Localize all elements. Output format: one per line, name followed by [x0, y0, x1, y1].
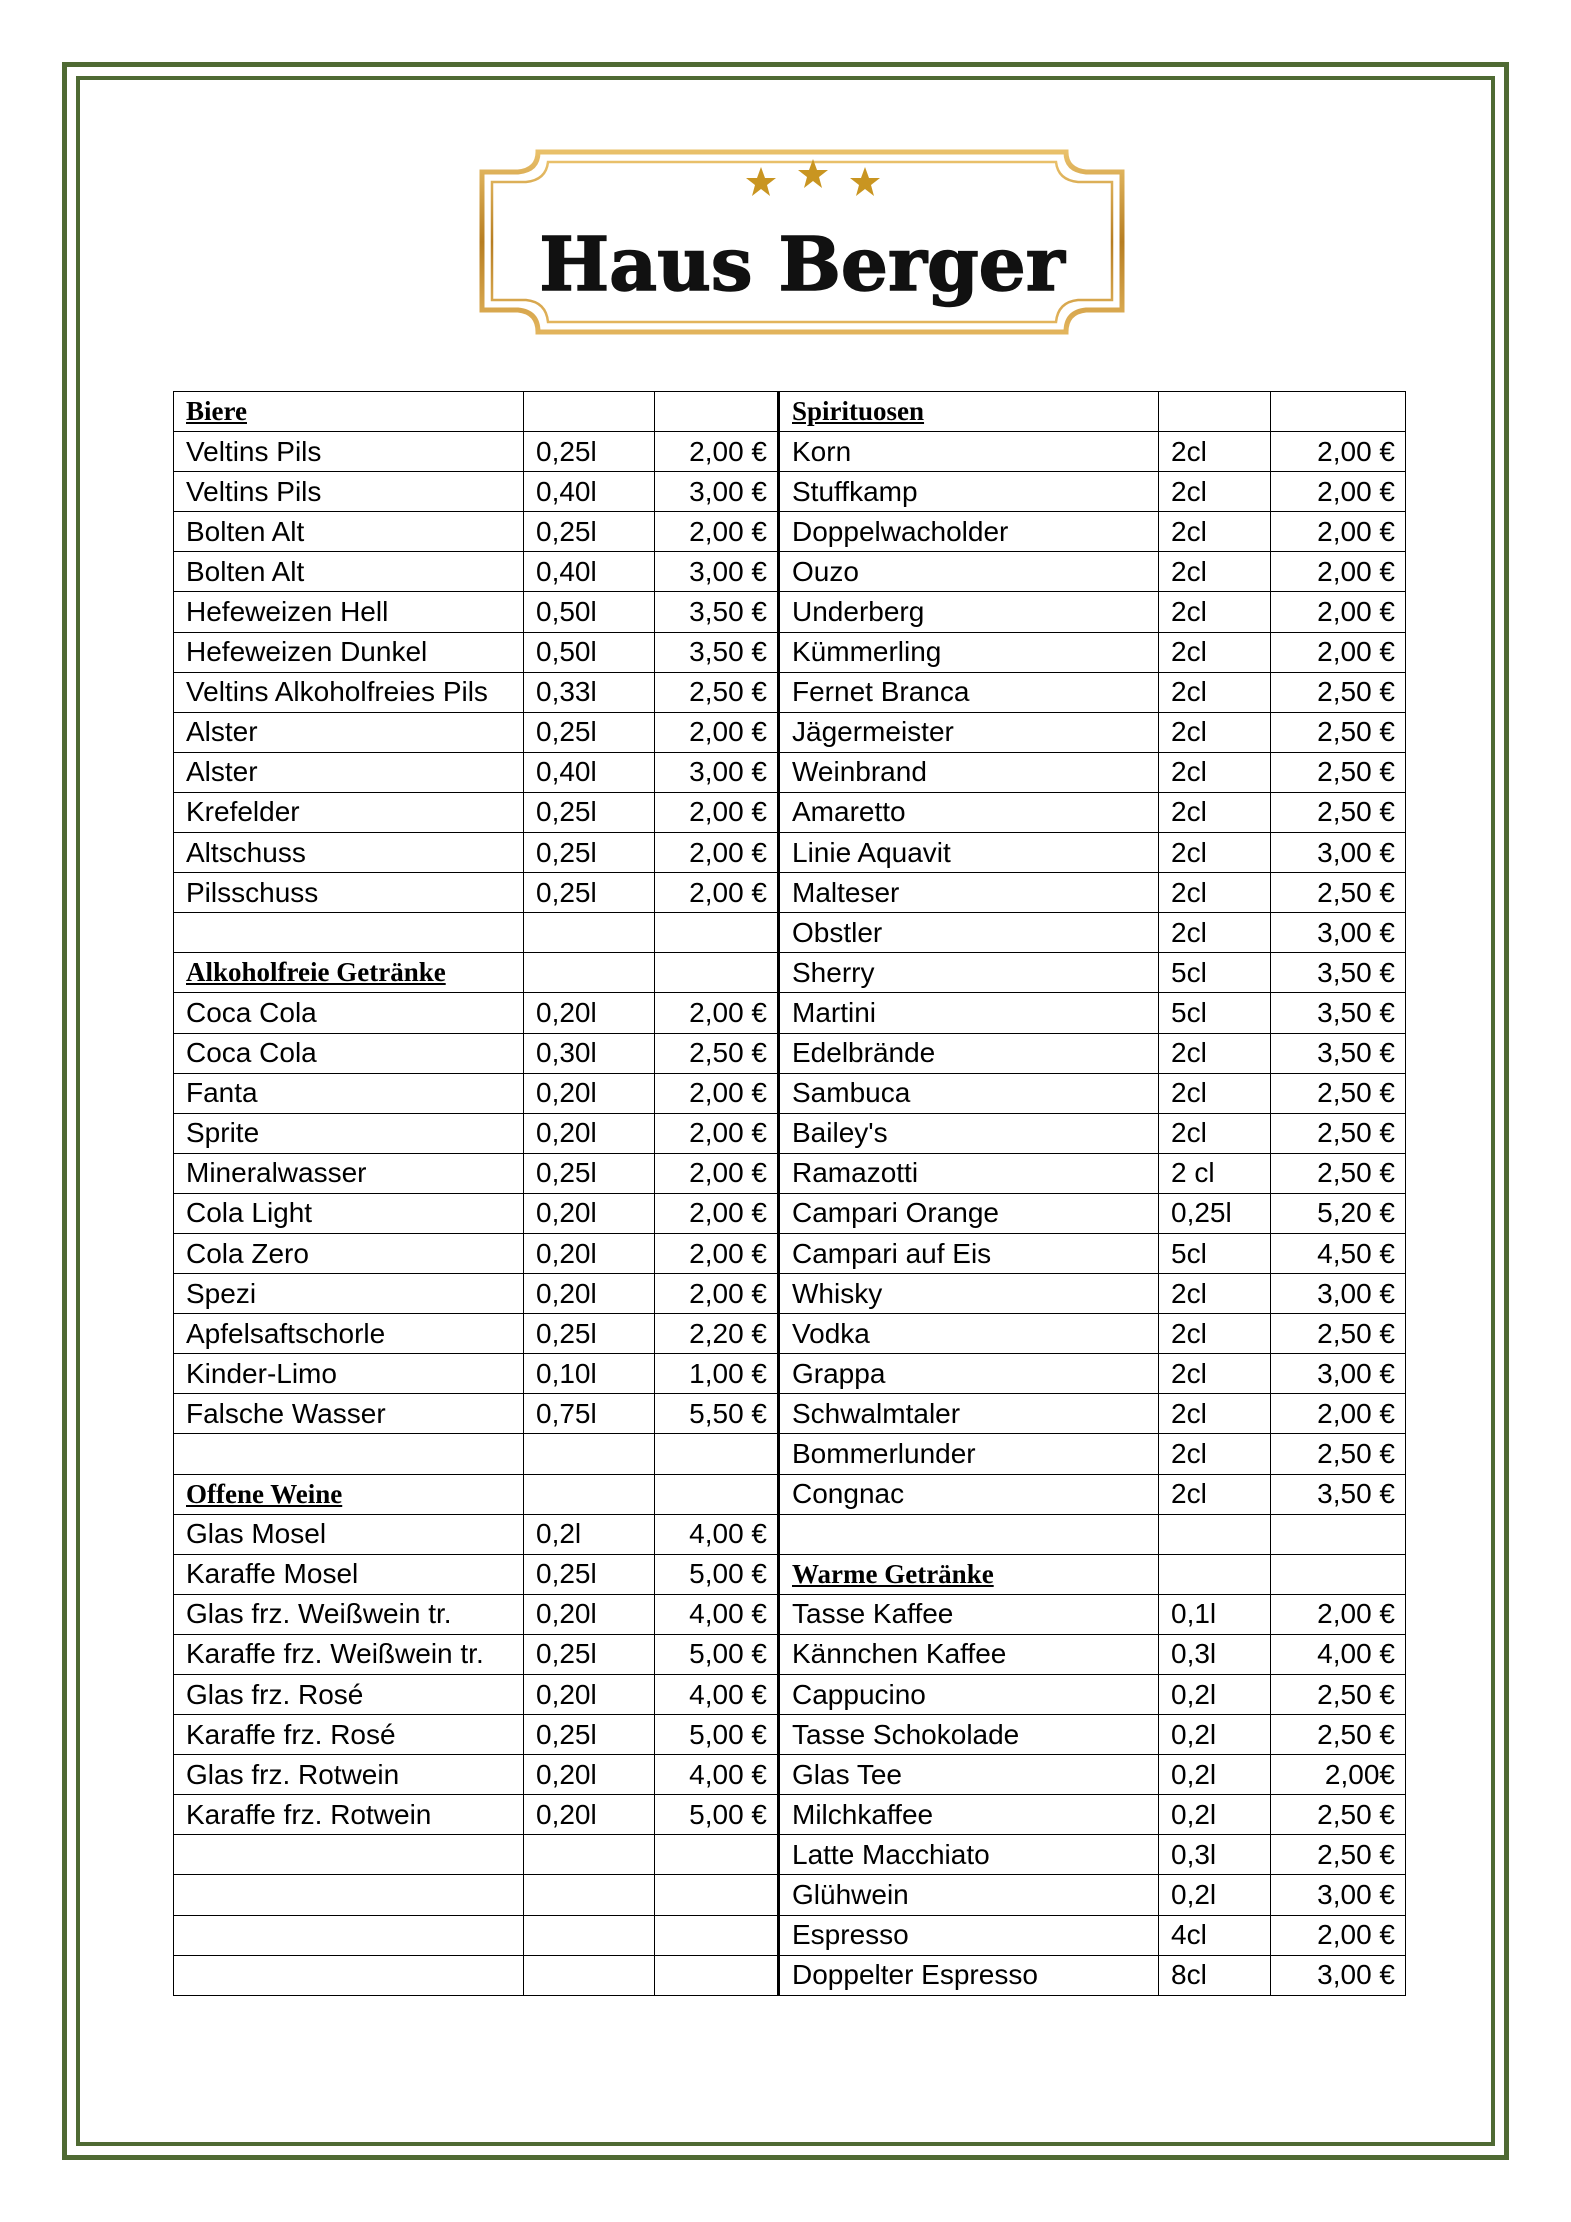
item-name: Congnac: [779, 1474, 1159, 1514]
menu-row: [174, 1955, 1406, 1995]
item-price: [655, 1434, 779, 1474]
item-size: 0,2l: [524, 1514, 655, 1554]
item-size: 0,20l: [524, 1795, 655, 1835]
item-name: Bailey's: [779, 1113, 1159, 1153]
menu-row: [174, 1434, 1406, 1474]
item-size: 0,1l: [1159, 1594, 1271, 1634]
item-name: Glas Mosel: [174, 1514, 524, 1554]
item-price: 3,50 €: [1271, 953, 1406, 993]
section-heading: Offene Weine: [174, 1474, 524, 1514]
menu-row: [174, 913, 1406, 953]
item-price: 2,50 €: [1271, 1073, 1406, 1113]
item-price: 2,50 €: [1271, 1314, 1406, 1354]
item-name: Schwalmtaler: [779, 1394, 1159, 1434]
item-price: 2,50 €: [1271, 792, 1406, 832]
item-name: Bommerlunder: [779, 1434, 1159, 1474]
item-price: 5,00 €: [655, 1715, 779, 1755]
section-heading: Spirituosen: [779, 392, 1159, 432]
item-size: 0,20l: [524, 1193, 655, 1233]
item-price: 2,00 €: [655, 833, 779, 873]
item-name: Sherry: [779, 953, 1159, 993]
item-name: Fernet Branca: [779, 672, 1159, 712]
item-size: 2cl: [1159, 873, 1271, 913]
logo-emblem: [476, 132, 1128, 352]
item-name: Fanta: [174, 1073, 524, 1113]
item-size: 2cl: [1159, 1274, 1271, 1314]
item-name: Ramazotti: [779, 1153, 1159, 1193]
item-price: 2,00 €: [1271, 632, 1406, 672]
menu-row: [174, 1835, 1406, 1875]
item-price: [1271, 392, 1406, 432]
item-price: 2,00 €: [655, 792, 779, 832]
item-size: 4cl: [1159, 1915, 1271, 1955]
item-price: 2,00 €: [1271, 432, 1406, 472]
item-name: Hefeweizen Hell: [174, 592, 524, 632]
item-name: Spezi: [174, 1274, 524, 1314]
item-price: 2,00 €: [655, 873, 779, 913]
menu-row: [174, 472, 1406, 512]
menu-row: [174, 712, 1406, 752]
item-name: Cola Light: [174, 1193, 524, 1233]
item-size: 2cl: [1159, 1394, 1271, 1434]
item-size: [524, 1875, 655, 1915]
item-name: Ouzo: [779, 552, 1159, 592]
item-size: 8cl: [1159, 1955, 1271, 1995]
item-name: [174, 913, 524, 953]
item-name: Glas frz. Rosé: [174, 1675, 524, 1715]
item-price: 3,50 €: [1271, 1474, 1406, 1514]
item-price: 2,50 €: [1271, 1434, 1406, 1474]
item-price: 3,00 €: [1271, 833, 1406, 873]
menu-row: [174, 632, 1406, 672]
item-price: 2,00 €: [1271, 1594, 1406, 1634]
item-size: 0,30l: [524, 1033, 655, 1073]
menu-row: [174, 1233, 1406, 1273]
item-size: 2cl: [1159, 592, 1271, 632]
item-size: 2cl: [1159, 1314, 1271, 1354]
item-name: Hefeweizen Dunkel: [174, 632, 524, 672]
item-name: Karaffe frz. Rotwein: [174, 1795, 524, 1835]
menu-row: [174, 1554, 1406, 1594]
item-price: 4,00 €: [655, 1594, 779, 1634]
item-size: 0,25l: [524, 1554, 655, 1594]
item-size: 0,25l: [524, 1153, 655, 1193]
item-size: 0,50l: [524, 632, 655, 672]
item-price: 2,00 €: [1271, 472, 1406, 512]
item-price: 3,00 €: [1271, 1955, 1406, 1995]
item-size: 2 cl: [1159, 1153, 1271, 1193]
item-price: [655, 1955, 779, 1995]
item-size: [524, 1474, 655, 1514]
item-size: 5cl: [1159, 993, 1271, 1033]
item-size: 0,25l: [524, 1314, 655, 1354]
menu-row: [174, 552, 1406, 592]
item-size: 0,2l: [1159, 1875, 1271, 1915]
item-price: 4,00 €: [655, 1755, 779, 1795]
item-price: 2,00 €: [655, 1193, 779, 1233]
item-size: [524, 1434, 655, 1474]
item-size: 2cl: [1159, 712, 1271, 752]
item-price: 5,00 €: [655, 1634, 779, 1674]
item-price: 4,50 €: [1271, 1233, 1406, 1273]
item-size: 0,10l: [524, 1354, 655, 1394]
menu-row: [174, 1594, 1406, 1634]
item-name: Amaretto: [779, 792, 1159, 832]
item-size: 0,50l: [524, 592, 655, 632]
item-name: Kännchen Kaffee: [779, 1634, 1159, 1674]
item-size: 0,25l: [524, 792, 655, 832]
item-name: Weinbrand: [779, 752, 1159, 792]
price-list-table: [173, 391, 1406, 1996]
item-price: 1,00 €: [655, 1354, 779, 1394]
item-size: 0,25l: [524, 712, 655, 752]
item-price: 2,50 €: [1271, 672, 1406, 712]
menu-row: [174, 432, 1406, 472]
item-size: 2cl: [1159, 432, 1271, 472]
item-price: 2,00 €: [1271, 592, 1406, 632]
item-price: 2,00 €: [1271, 1394, 1406, 1434]
item-price: 3,50 €: [1271, 993, 1406, 1033]
menu-row: [174, 1915, 1406, 1955]
item-name: Karaffe Mosel: [174, 1554, 524, 1594]
item-size: 0,2l: [1159, 1715, 1271, 1755]
item-name: [174, 1835, 524, 1875]
item-size: [524, 1835, 655, 1875]
item-size: [1159, 392, 1271, 432]
menu-row: [174, 392, 1406, 432]
item-size: 0,25l: [524, 432, 655, 472]
item-name: Mineralwasser: [174, 1153, 524, 1193]
item-size: 0,25l: [1159, 1193, 1271, 1233]
item-price: 2,00 €: [655, 712, 779, 752]
item-price: 3,00 €: [1271, 1354, 1406, 1394]
item-size: 2cl: [1159, 512, 1271, 552]
item-price: 2,20 €: [655, 1314, 779, 1354]
item-name: Milchkaffee: [779, 1795, 1159, 1835]
item-name: Glas frz. Rotwein: [174, 1755, 524, 1795]
item-price: 2,50 €: [1271, 712, 1406, 752]
item-name: Doppelter Espresso: [779, 1955, 1159, 1995]
item-size: [524, 1955, 655, 1995]
item-price: 2,50 €: [1271, 1113, 1406, 1153]
item-price: 3,50 €: [1271, 1033, 1406, 1073]
item-size: 5cl: [1159, 1233, 1271, 1273]
item-price: 2,50 €: [1271, 1153, 1406, 1193]
section-heading: Warme Getränke: [779, 1554, 1159, 1594]
item-name: Kümmerling: [779, 632, 1159, 672]
menu-row: [174, 1715, 1406, 1755]
item-name: Jägermeister: [779, 712, 1159, 752]
item-name: Doppelwacholder: [779, 512, 1159, 552]
item-size: 0,20l: [524, 1594, 655, 1634]
item-name: Tasse Kaffee: [779, 1594, 1159, 1634]
item-name: Kinder-Limo: [174, 1354, 524, 1394]
item-price: 2,50 €: [1271, 1795, 1406, 1835]
item-price: 5,20 €: [1271, 1193, 1406, 1233]
item-price: 2,00 €: [655, 1233, 779, 1273]
menu-row: [174, 592, 1406, 632]
item-size: 0,25l: [524, 833, 655, 873]
menu-row: [174, 1795, 1406, 1835]
item-size: 0,2l: [1159, 1675, 1271, 1715]
item-size: 0,20l: [524, 1233, 655, 1273]
item-name: Krefelder: [174, 792, 524, 832]
item-name: Linie Aquavit: [779, 833, 1159, 873]
item-name: Whisky: [779, 1274, 1159, 1314]
item-size: 2cl: [1159, 1354, 1271, 1394]
item-size: 0,2l: [1159, 1755, 1271, 1795]
item-name: Edelbrände: [779, 1033, 1159, 1073]
item-name: Karaffe frz. Rosé: [174, 1715, 524, 1755]
item-price: 5,00 €: [655, 1554, 779, 1594]
item-price: 2,00€: [1271, 1755, 1406, 1795]
item-price: 3,50 €: [655, 592, 779, 632]
item-price: [1271, 1554, 1406, 1594]
item-name: Alster: [174, 752, 524, 792]
item-price: [655, 1835, 779, 1875]
item-name: Sprite: [174, 1113, 524, 1153]
item-size: [1159, 1514, 1271, 1554]
item-name: Latte Macchiato: [779, 1835, 1159, 1875]
item-size: 0,25l: [524, 1715, 655, 1755]
item-price: 2,50 €: [655, 1033, 779, 1073]
item-name: Martini: [779, 993, 1159, 1033]
item-name: Veltins Alkoholfreies Pils: [174, 672, 524, 712]
item-size: [524, 913, 655, 953]
item-price: 4,00 €: [655, 1675, 779, 1715]
menu-row: [174, 1193, 1406, 1233]
item-size: [524, 953, 655, 993]
menu-row: [174, 993, 1406, 1033]
menu-row: [174, 1274, 1406, 1314]
item-price: 3,00 €: [655, 552, 779, 592]
menu-row: [174, 1153, 1406, 1193]
item-name: Stuffkamp: [779, 472, 1159, 512]
item-name: Veltins Pils: [174, 432, 524, 472]
haus-berger-logo: [476, 132, 1128, 352]
item-price: 3,00 €: [655, 472, 779, 512]
item-price: [655, 1875, 779, 1915]
item-size: 0,20l: [524, 1113, 655, 1153]
item-name: [174, 1915, 524, 1955]
menu-row: [174, 672, 1406, 712]
item-price: 2,00 €: [1271, 1915, 1406, 1955]
item-name: Sambuca: [779, 1073, 1159, 1113]
item-size: 0,3l: [1159, 1835, 1271, 1875]
item-price: 2,50 €: [1271, 1715, 1406, 1755]
item-size: 2cl: [1159, 552, 1271, 592]
item-size: 0,33l: [524, 672, 655, 712]
section-heading: Biere: [174, 392, 524, 432]
item-name: Veltins Pils: [174, 472, 524, 512]
item-name: Obstler: [779, 913, 1159, 953]
menu-row: [174, 752, 1406, 792]
item-size: 5cl: [1159, 953, 1271, 993]
menu-row: [174, 1755, 1406, 1795]
item-price: 4,00 €: [655, 1514, 779, 1554]
item-size: 0,20l: [524, 1755, 655, 1795]
item-size: 2cl: [1159, 752, 1271, 792]
item-name: Glas Tee: [779, 1755, 1159, 1795]
item-size: 2cl: [1159, 1033, 1271, 1073]
item-price: 2,00 €: [655, 432, 779, 472]
menu-row: [174, 953, 1406, 993]
item-size: 2cl: [1159, 913, 1271, 953]
item-price: 2,50 €: [1271, 752, 1406, 792]
item-size: 2cl: [1159, 1434, 1271, 1474]
item-size: 2cl: [1159, 1113, 1271, 1153]
item-size: 2cl: [1159, 1474, 1271, 1514]
item-name: Cola Zero: [174, 1233, 524, 1273]
item-size: 0,25l: [524, 873, 655, 913]
item-price: 3,00 €: [655, 752, 779, 792]
item-price: 3,00 €: [1271, 1274, 1406, 1314]
item-price: 2,00 €: [655, 993, 779, 1033]
item-name: Cappucino: [779, 1675, 1159, 1715]
menu-row: [174, 792, 1406, 832]
item-name: Alster: [174, 712, 524, 752]
item-name: Coca Cola: [174, 1033, 524, 1073]
item-price: 2,00 €: [655, 1153, 779, 1193]
item-name: [174, 1955, 524, 1995]
menu-row: [174, 1033, 1406, 1073]
item-price: 2,00 €: [1271, 552, 1406, 592]
item-name: [174, 1875, 524, 1915]
item-name: Glas frz. Weißwein tr.: [174, 1594, 524, 1634]
item-size: 2cl: [1159, 672, 1271, 712]
item-size: 0,20l: [524, 1274, 655, 1314]
item-size: 2cl: [1159, 632, 1271, 672]
item-size: [524, 392, 655, 432]
section-heading: Alkoholfreie Getränke: [174, 953, 524, 993]
item-price: 3,00 €: [1271, 913, 1406, 953]
item-name: Bolten Alt: [174, 512, 524, 552]
menu-row: [174, 1314, 1406, 1354]
item-price: [655, 1915, 779, 1955]
item-size: 0,20l: [524, 1073, 655, 1113]
item-price: [655, 913, 779, 953]
item-price: 2,50 €: [1271, 873, 1406, 913]
menu-row: [174, 1354, 1406, 1394]
item-name: Apfelsaftschorle: [174, 1314, 524, 1354]
item-name: Underberg: [779, 592, 1159, 632]
price-list-body: [174, 392, 1406, 1996]
item-price: 2,00 €: [655, 512, 779, 552]
item-price: [655, 1474, 779, 1514]
item-size: 0,75l: [524, 1394, 655, 1434]
item-size: 0,2l: [1159, 1795, 1271, 1835]
item-size: 0,25l: [524, 512, 655, 552]
menu-row: [174, 1875, 1406, 1915]
item-price: 2,00 €: [1271, 512, 1406, 552]
item-size: 2cl: [1159, 1073, 1271, 1113]
item-size: 2cl: [1159, 792, 1271, 832]
item-price: [655, 953, 779, 993]
item-name: Falsche Wasser: [174, 1394, 524, 1434]
item-name: Korn: [779, 432, 1159, 472]
item-name: [779, 1514, 1159, 1554]
item-name: [174, 1434, 524, 1474]
menu-row: [174, 873, 1406, 913]
item-price: 2,50 €: [1271, 1835, 1406, 1875]
menu-row: [174, 1634, 1406, 1674]
menu-row: [174, 1113, 1406, 1153]
item-name: Espresso: [779, 1915, 1159, 1955]
item-name: Vodka: [779, 1314, 1159, 1354]
item-size: 0,20l: [524, 1675, 655, 1715]
item-name: Coca Cola: [174, 993, 524, 1033]
item-name: Glühwein: [779, 1875, 1159, 1915]
item-price: 4,00 €: [1271, 1634, 1406, 1674]
menu-row: [174, 1675, 1406, 1715]
item-size: 0,25l: [524, 1634, 655, 1674]
item-name: Malteser: [779, 873, 1159, 913]
item-price: 3,00 €: [1271, 1875, 1406, 1915]
item-price: [1271, 1514, 1406, 1554]
item-name: Campari auf Eis: [779, 1233, 1159, 1273]
item-name: Grappa: [779, 1354, 1159, 1394]
item-size: 0,20l: [524, 993, 655, 1033]
item-size: 2cl: [1159, 833, 1271, 873]
item-size: 0,40l: [524, 752, 655, 792]
menu-row: [174, 1073, 1406, 1113]
item-size: [1159, 1554, 1271, 1594]
menu-row: [174, 833, 1406, 873]
item-price: [655, 392, 779, 432]
item-price: 2,00 €: [655, 1274, 779, 1314]
item-price: 2,50 €: [655, 672, 779, 712]
item-price: 5,50 €: [655, 1394, 779, 1434]
item-price: 3,50 €: [655, 632, 779, 672]
item-size: 0,3l: [1159, 1634, 1271, 1674]
item-name: Tasse Schokolade: [779, 1715, 1159, 1755]
item-size: 2cl: [1159, 472, 1271, 512]
item-name: Altschuss: [174, 833, 524, 873]
menu-row: [174, 512, 1406, 552]
item-price: 2,50 €: [1271, 1675, 1406, 1715]
item-price: 2,00 €: [655, 1073, 779, 1113]
item-name: Bolten Alt: [174, 552, 524, 592]
item-price: 5,00 €: [655, 1795, 779, 1835]
item-name: Campari Orange: [779, 1193, 1159, 1233]
menu-row: [174, 1474, 1406, 1514]
item-size: 0,40l: [524, 552, 655, 592]
menu-row: [174, 1394, 1406, 1434]
logo-wordmark: Haus Berger: [539, 222, 1065, 308]
item-name: Karaffe frz. Weißwein tr.: [174, 1634, 524, 1674]
item-price: 2,00 €: [655, 1113, 779, 1153]
menu-row: [174, 1514, 1406, 1554]
item-name: Pilsschuss: [174, 873, 524, 913]
item-size: [524, 1915, 655, 1955]
item-size: 0,40l: [524, 472, 655, 512]
